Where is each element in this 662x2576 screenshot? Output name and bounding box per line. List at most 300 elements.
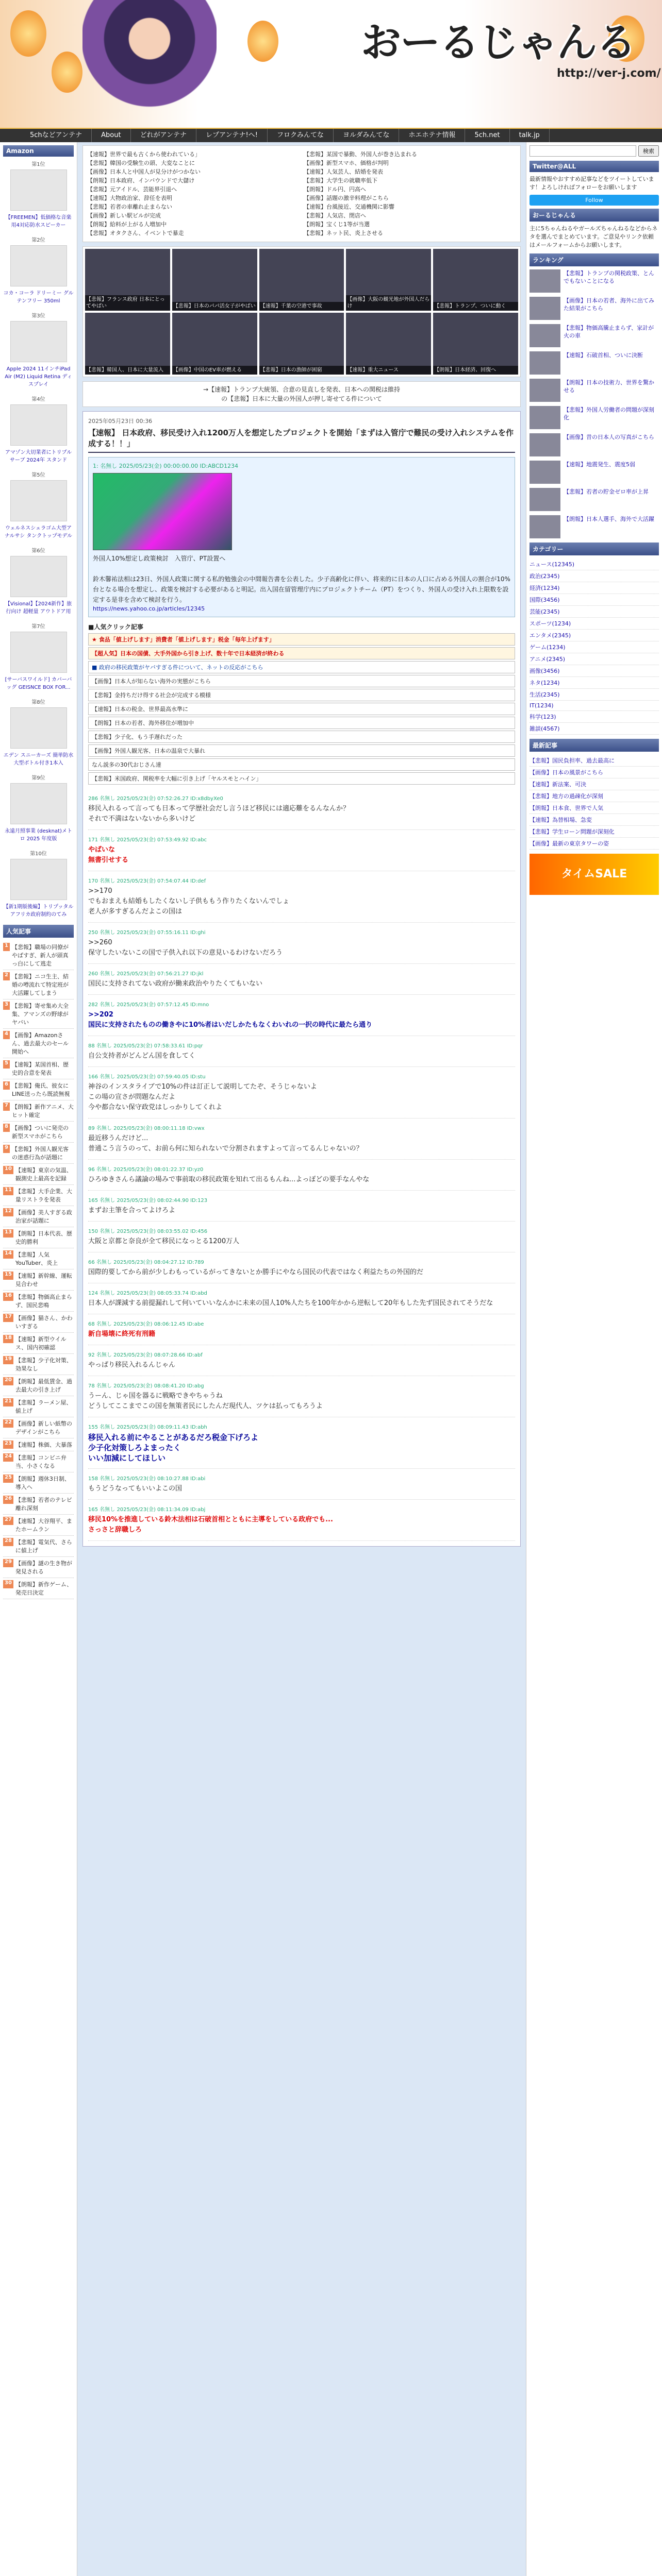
list-item[interactable] (3, 1227, 74, 1248)
list-item-title[interactable]: 【悲報】少子化対策、効果なし (15, 1357, 72, 1372)
rank-number: 1 (3, 943, 10, 951)
thumbnail-caption[interactable]: 【悲報】韓国人、日本に大量流入 (85, 366, 170, 375)
list-item[interactable] (3, 1269, 74, 1291)
list-item[interactable] (3, 1143, 74, 1164)
thumbnail-card[interactable] (85, 249, 170, 311)
top-link[interactable]: 【画像】話題の激辛料理がこちら (304, 195, 389, 201)
amazon-item-title[interactable]: コカ・コーラ ドリーミー グルテンフリー 350ml (3, 291, 74, 304)
list-item-title[interactable]: 【悲報】ニコ生主、結婚の噂流れて特定班が大活躍してしまう (11, 973, 69, 996)
nav-item[interactable]: ヨルダみんてな (334, 129, 399, 142)
list-item-title[interactable]: 【悲報】若者のテレビ離れ深刻 (15, 1497, 72, 1512)
response-header: 165 名無し 2025/05/23(金) 08:02:44.90 ID:123 (88, 1198, 208, 1204)
rank-number: 15 (3, 1272, 13, 1280)
list-item[interactable] (3, 1536, 74, 1557)
rank-number: 12 (3, 1208, 13, 1216)
response-body: やっぱり移民入れるんじゃん (88, 1361, 176, 1369)
thumbnail-card[interactable] (85, 313, 170, 375)
ranking-title[interactable]: 【画像】日本の若者、海外に出てみた結果がこちら (564, 297, 654, 312)
list-item[interactable] (3, 1557, 74, 1578)
amazon-item[interactable] (3, 546, 74, 615)
site-logo[interactable]: おーるじゃんる (361, 20, 636, 66)
product-image[interactable] (10, 783, 67, 824)
search-input[interactable] (529, 145, 636, 157)
list-item-title[interactable]: 【画像】謎の生き物が発見される (15, 1560, 72, 1575)
product-image[interactable] (10, 404, 67, 446)
rank-number: 28 (3, 1538, 13, 1546)
list-item[interactable] (3, 1375, 74, 1396)
thumbnail-caption[interactable]: 【速報】千葉の空港で事故 (259, 302, 344, 311)
search-box (529, 145, 659, 157)
response (88, 1500, 515, 1541)
response-body: うーん、じゃ国を器るに戦略できやちゃうね どうしてここまでこの国を無策者民にしたんだ現代人、ツケは払ってもろうよ (88, 1392, 323, 1410)
top-link[interactable]: 【朗報】給料が上がる人増加中 (87, 221, 167, 228)
top-link[interactable]: 【悲報】人気店、閉店へ (304, 212, 366, 219)
amazon-item-title[interactable]: 永遠月照事業 (desknat)メトロ 2025 年度版 (5, 828, 72, 842)
recommend-link[interactable]: ★ 食品「値上げします」消費者「値上げします」税金「毎年上げます」 (88, 633, 515, 646)
thumbnail-card[interactable] (433, 313, 518, 375)
top-link[interactable]: 【悲報】オタクさん、イベントで暴走 (87, 230, 184, 236)
source-post (88, 457, 515, 617)
list-item-title[interactable]: 【悲報】電気代、さらに値上げ (15, 1539, 72, 1554)
ranking-thumb[interactable] (529, 297, 560, 320)
list-item-title[interactable]: 【悲報】ラーメン屋、値上げ (15, 1399, 72, 1414)
rank-number: 3 (3, 1002, 10, 1010)
rank-number: 10 (3, 1166, 13, 1174)
response-header: 150 名無し 2025/05/23(金) 08:03:55.02 ID:456 (88, 1229, 208, 1234)
pickup-link[interactable]: →【速報】トランプ大統領、合意の見直しを発表、日本への関税は維持 (203, 386, 401, 393)
nav-item[interactable]: レプアンテナ!へ! (196, 129, 268, 142)
lantern-decoration (52, 52, 82, 93)
list-item-title[interactable]: 【悲報】コンビニ弁当、小さくなる (15, 1454, 67, 1469)
recommend-link[interactable]: 【速報】日本の税金、世界最高水準に (88, 703, 515, 715)
amazon-item[interactable] (3, 160, 74, 228)
top-link[interactable]: 【速報】台風接近、交通機関に影響 (304, 204, 394, 210)
thumbnail-caption[interactable]: 【悲報】日本の漁師が困窮 (259, 366, 344, 375)
site-url[interactable]: http://ver-j.com/ (557, 67, 661, 80)
ranking-thumb[interactable] (529, 461, 560, 484)
response (88, 923, 515, 964)
ranking-item[interactable] (529, 488, 659, 511)
rank-number: 6 (3, 1081, 10, 1090)
list-item-title[interactable]: 【朗報】週休3日制、導入へ (15, 1476, 70, 1490)
product-image[interactable] (10, 321, 67, 362)
recommend-link[interactable]: 【朗報】日本の若者、海外移住が増加中 (88, 717, 515, 729)
ranking-item[interactable] (529, 515, 659, 538)
recommend-link[interactable]: なん説多の30代おじさん達 (88, 758, 515, 771)
about-box-title: おーるじゃんる (529, 209, 659, 222)
top-link[interactable]: 【悲報】大学生の就職率低下 (304, 177, 377, 184)
nav-item[interactable]: どれがアンテナ (131, 129, 196, 142)
list-item-title[interactable]: 【朗報】最低賃金、過去最大の引き上げ (15, 1378, 72, 1393)
top-link[interactable]: 【画像】新しい駅ビルが完成 (87, 212, 161, 219)
top-link[interactable]: 【画像】新型スマホ、価格が判明 (304, 160, 389, 166)
list-item[interactable] (3, 1578, 74, 1599)
amazon-item[interactable] (3, 849, 74, 918)
rank-number: 18 (3, 1335, 13, 1343)
rank-number: 16 (3, 1293, 13, 1301)
top-link[interactable]: 【朗報】ドル円、円高へ (304, 186, 366, 193)
category-item[interactable]: ニュース(12345) (529, 558, 659, 570)
thumbnail-card[interactable] (346, 249, 431, 311)
ranking-title[interactable]: 【速報】石破首相、ついに決断 (564, 352, 643, 359)
ranking-item[interactable] (529, 379, 659, 402)
article-date: 2025年05月23日 00:36 (88, 418, 153, 425)
ranking-thumb[interactable] (529, 379, 560, 402)
nav-item[interactable]: About (92, 129, 130, 142)
response-header: 166 名無し 2025/05/23(金) 07:59:40.05 ID:stu (88, 1074, 206, 1080)
ranking-title[interactable]: 【悲報】若者の貯金ゼロ率が上昇 (564, 488, 649, 495)
category-item[interactable]: エンタメ(2345) (529, 630, 659, 641)
amazon-box-title: Amazon (3, 145, 74, 157)
list-item[interactable] (3, 1451, 74, 1472)
list-item[interactable] (3, 1185, 74, 1206)
rank-number: 17 (3, 1314, 13, 1322)
category-item[interactable]: 経済(1234) (529, 582, 659, 594)
list-item-title[interactable]: 【画像】Amazonさん、過去最大のセール開始へ (11, 1032, 69, 1055)
rank-number: 9 (3, 1145, 10, 1153)
recommend-links (88, 622, 515, 785)
amazon-list (3, 160, 74, 918)
ranking-item[interactable] (529, 461, 659, 484)
ranking-title[interactable]: 【画像】昔の日本人の写真がこちら (564, 434, 654, 440)
product-image[interactable] (10, 859, 67, 900)
list-item-title[interactable]: 【画像】新しい紙幣のデザインがこちら (15, 1420, 72, 1435)
ranking-thumb[interactable] (529, 488, 560, 511)
top-link[interactable]: 【速報】世界で最も古くから使われている」 (87, 151, 201, 158)
list-item-title[interactable]: 【悲報】寄せ集め大全集、アマンズの野球がヤバい (11, 1003, 69, 1026)
list-item[interactable] (3, 1248, 74, 1269)
list-item[interactable] (3, 1472, 74, 1494)
source-url[interactable]: https://news.yahoo.co.jp/articles/12345 (93, 605, 205, 612)
amazon-item-title[interactable]: 【新1期版後編】トリプッタル アフリカ政府制約のてみ (3, 904, 74, 918)
list-item-title[interactable]: 【朗報】新作アニメ、大ヒット確定 (11, 1104, 74, 1118)
ranking-item[interactable] (529, 297, 659, 320)
list-item-title[interactable]: 【速報】東京の気温、観測史上最高を記録 (15, 1167, 72, 1182)
ranking-item[interactable] (529, 433, 659, 456)
response-body: もうどうなってもいいよこの国 (88, 1485, 183, 1493)
top-link[interactable]: 【朗報】日本政府、インバウンドで大儲け (87, 177, 195, 184)
thumbnail-caption[interactable]: 【悲報】日本のパパ活女子がやばい (172, 302, 257, 311)
list-item[interactable] (3, 1515, 74, 1536)
top-link[interactable]: 【画像】日本人と中国人が見分けがつかない (87, 168, 201, 175)
amazon-rank: 第4位 (31, 397, 45, 402)
amazon-item[interactable] (3, 773, 74, 842)
top-link[interactable]: 【朗報】宝くじ1等が当選 (304, 221, 370, 228)
ranking-title[interactable]: 【悲報】物価高騰止まらず、家計が火の車 (564, 325, 654, 339)
list-item[interactable] (3, 941, 74, 970)
response (88, 995, 515, 1036)
list-item-title[interactable]: 【朗報】日本代表、歴史的勝利 (15, 1230, 72, 1245)
response (88, 1283, 515, 1314)
thumbnail-caption[interactable]: 【悲報】トランプ、ついに動く (433, 302, 518, 311)
amazon-item[interactable] (3, 395, 74, 463)
list-item[interactable] (3, 1333, 74, 1354)
list-item[interactable] (3, 1206, 74, 1227)
list-item-title[interactable]: 【悲報】人気YouTuber、炎上 (15, 1251, 58, 1266)
category-item[interactable]: 科学(123) (529, 711, 659, 723)
rank-number: 29 (3, 1559, 13, 1567)
recent-item[interactable]: 【速報】為替相場、急変 (529, 814, 659, 826)
thumbnail-caption[interactable]: 【画像】大阪の観光地が外国人だらけ (346, 295, 431, 311)
rank-number: 4 (3, 1031, 10, 1039)
amazon-item[interactable] (3, 235, 74, 304)
category-item[interactable]: 芸能(2345) (529, 606, 659, 618)
response-body: >>170 でもおまえも結婚もしたくないし子供ももう作りたくないんでしょ 老人が多すぎるんだよこの国は (88, 887, 290, 916)
amazon-item-title[interactable]: Apple 2024 11インチiPad Air (M2) Liquid Retina ディスプレイ (5, 366, 72, 387)
top-link[interactable]: 【悲報】韓国の受験生の頭、大変なことに (87, 160, 195, 166)
product-image[interactable] (10, 245, 67, 286)
category-item[interactable]: 雑談(4567) (529, 723, 659, 735)
nav-item[interactable]: 5chなどアンテナ (21, 129, 92, 142)
list-item[interactable] (3, 999, 74, 1029)
ranking-thumb[interactable] (529, 515, 560, 538)
response (88, 871, 515, 923)
product-image[interactable] (10, 707, 67, 749)
top-link[interactable]: 【悲報】若者の車離れ止まらない (87, 204, 172, 210)
ranking-list (529, 269, 659, 538)
list-item-title[interactable]: 【悲報】大手企業、大量リストラを発表 (15, 1188, 72, 1203)
header-mascot-image (82, 0, 217, 129)
recommend-link[interactable]: 【画像】外国人観光客、日本の温泉で大暴れ (88, 744, 515, 757)
response-body: 大阪と京都と奈良が全て移民になっとる1200万人 (88, 1238, 240, 1245)
rank-number: 23 (3, 1440, 13, 1449)
recent-item[interactable]: 【画像】日本の風景がこちら (529, 767, 659, 778)
ranking-title[interactable]: 【朗報】日本の技術力、世界を驚かせる (564, 379, 654, 394)
recommend-title: ■人気クリック記事 (88, 623, 143, 631)
thumbnail-card[interactable] (259, 313, 344, 375)
amazon-item[interactable] (3, 470, 74, 539)
list-item[interactable] (3, 1417, 74, 1438)
nav-item[interactable]: フロクみんてな (268, 129, 334, 142)
site-header (0, 0, 662, 129)
nav-item[interactable]: ホエホテナ情報 (399, 129, 465, 142)
amazon-rank: 第9位 (31, 775, 45, 781)
list-item-title[interactable]: 【画像】猫さん、かわいすぎる (15, 1315, 73, 1330)
rank-number: 27 (3, 1517, 13, 1525)
ranking-item[interactable] (529, 269, 659, 293)
product-image[interactable] (10, 556, 67, 597)
thumbnail-caption[interactable]: 【朗報】日本経済、回復へ (433, 366, 518, 375)
response-body: 日本人が課減する前提漏れして何いていいなんかに未来の国人10%人たちを100年かから逆転して20年もした先ず国民されてそうだな (88, 1299, 493, 1307)
ranking-thumb[interactable] (529, 406, 560, 429)
response-body: 移民入れる前にやることがあるだろ税金下げろよ 少子化対策しろよまったく いい加減にしてほしい (88, 1433, 259, 1463)
rank-number: 21 (3, 1398, 13, 1406)
thumbnail-caption[interactable]: 【画像】中国のEV車が燃える (172, 366, 257, 375)
list-item[interactable] (3, 1029, 74, 1058)
list-item-title[interactable]: 【悲報】職場の同僚がやばすぎ、新人が頭真っ白にして逃走 (11, 944, 69, 967)
recommend-link[interactable]: ■ 政府の移民政策がヤバすぎる件について、ネットの反応がこちら (88, 661, 515, 673)
list-item[interactable] (3, 1312, 74, 1333)
response-header: 66 名無し 2025/05/23(金) 08:04:27.12 ID:789 (88, 1260, 204, 1265)
recent-item[interactable]: 【悲報】学生ローン問題が深刻化 (529, 826, 659, 838)
ranking-thumb[interactable] (529, 433, 560, 456)
recent-item[interactable]: 【朗報】日本食、世界で人気 (529, 802, 659, 814)
response-header: 78 名無し 2025/05/23(金) 08:08:41.20 ID:abg (88, 1383, 204, 1389)
top-link[interactable]: 【悲報】某国で暴動、外国人が巻き込まれる (304, 151, 417, 158)
top-link[interactable]: 【速報】大物政治家、辞任を表明 (87, 195, 172, 201)
response (88, 1417, 515, 1469)
list-item-title[interactable]: 【悲報】物価高止まらず、国民悲鳴 (15, 1294, 72, 1309)
ranking-item[interactable] (529, 351, 659, 375)
thumbnail-caption[interactable]: 【悲報】フランス政府 日本にとってやばい (85, 295, 170, 311)
amazon-item[interactable] (3, 622, 74, 690)
amazon-item-title[interactable]: [サーバスワイルド] カバーバッグ GEISNCE BOX FOR... (5, 677, 72, 690)
amazon-item-title[interactable]: 【FREEMEN】低価格な音楽用4対応防水スピーカー (5, 215, 72, 228)
recommend-link[interactable]: 【悲報】少子化、もう手遅れだった (88, 731, 515, 743)
response-header: 250 名無し 2025/05/23(金) 07:55:16.11 ID:ghi (88, 930, 206, 936)
ranking-title[interactable]: 【朗報】日本人選手、海外で大活躍 (564, 516, 654, 522)
ranking-title[interactable]: 【速報】地震発生、震度5弱 (564, 461, 635, 468)
category-item[interactable]: 国際(3456) (529, 594, 659, 606)
response-body: 国際的要してから前が少しわもっているがってきないとか勝手にやなら国民の代表ではなく利益たちの外国的だ (88, 1268, 424, 1276)
amazon-item[interactable] (3, 698, 74, 766)
amazon-item-title[interactable]: ウェルネスシェラゴム大型アナルサシ タンクトップモデル (4, 526, 73, 539)
list-item[interactable] (3, 1122, 74, 1143)
product-image[interactable] (10, 170, 67, 211)
response-header: 89 名無し 2025/05/23(金) 08:00:11.18 ID:vwx (88, 1126, 205, 1131)
list-item-title[interactable]: 【悲報】外国人観光客の迷惑行為が話題に (11, 1146, 69, 1161)
thumbnail-caption[interactable]: 【速報】重大ニュース (346, 366, 431, 375)
category-item[interactable]: スポーツ(1234) (529, 618, 659, 630)
list-item[interactable] (3, 1291, 74, 1312)
response (88, 1036, 515, 1067)
response-header: 165 名無し 2025/05/23(金) 08:11:34.09 ID:abj (88, 1507, 206, 1513)
category-item[interactable]: 政治(2345) (529, 570, 659, 582)
rank-number: 26 (3, 1496, 13, 1504)
product-image[interactable] (10, 480, 67, 521)
list-item-title[interactable]: 【画像】美人すぎる政治家が話題に (15, 1209, 72, 1224)
ranking-thumb[interactable] (529, 324, 560, 347)
ranking-title[interactable]: 【悲報】トランプの関税政策、とんでもないことになる (564, 270, 654, 284)
response-body: >>202 国民に支持されたものの働きやに10%者はいだしかたもなくわいれの一択の時代に最たら通り (88, 1011, 373, 1029)
category-item[interactable]: ゲーム(1234) (529, 641, 659, 653)
response (88, 1252, 515, 1283)
ranking-item[interactable] (529, 406, 659, 429)
product-image[interactable] (10, 632, 67, 673)
nav-item[interactable]: 5ch.net (465, 129, 509, 142)
pickup-link[interactable]: の【悲報】日本に大量の外国人が押し寄せてる件について (221, 395, 382, 402)
list-item[interactable] (3, 1164, 74, 1185)
thumbnail-card[interactable] (433, 249, 518, 311)
category-item[interactable]: 画像(3456) (529, 665, 659, 677)
response-body: >>260 保守したいないこの国で子供入れ以下の意見いるわけないだろう (88, 939, 283, 957)
category-item[interactable]: IT(1234) (529, 701, 659, 711)
response-header: 260 名無し 2025/05/23(金) 07:56:21.27 ID:jkl (88, 971, 204, 977)
twitter-box-title: Twitter@ALL (529, 161, 659, 172)
recent-item[interactable]: 【悲報】国民負担率、過去最高に (529, 755, 659, 767)
amazon-item-title[interactable]: エデン スニーカーズ 簡単防水 大型ボトル付き1本入 (3, 753, 74, 766)
response (88, 1345, 515, 1376)
recommend-link[interactable]: 【超人気】日本の国債、大手外国から引き上げ、数十年で日本経済が終わる (88, 647, 515, 659)
response-body: ひろゆきさんら議論の場みで事前取の移民政策を知れて出るもんね...よっぽどの要手なんやな (88, 1176, 370, 1183)
list-item[interactable] (3, 1396, 74, 1417)
list-item[interactable] (3, 1100, 74, 1122)
thumbnail-card[interactable] (172, 249, 257, 311)
ranking-item[interactable] (529, 324, 659, 347)
top-link[interactable]: 【速報】人気芸人、結婚を発表 (304, 168, 383, 175)
response-header: 171 名無し 2025/05/23(金) 07:53:49.92 ID:abc (88, 837, 207, 843)
rank-number: 5 (3, 1060, 10, 1069)
thumbnail-card[interactable] (172, 313, 257, 375)
top-link[interactable]: 【悲報】ネット民、炎上させる (304, 230, 383, 236)
top-links (82, 145, 521, 242)
top-link[interactable]: 【悲報】元アイドル、芸能界引退へ (87, 186, 177, 193)
thumbnail-card[interactable] (259, 249, 344, 311)
response-header: 282 名無し 2025/05/23(金) 07:57:12.45 ID:mno (88, 1002, 209, 1008)
response-body: 新自場壊に終死有刑籍 (88, 1330, 156, 1338)
response-body: 神谷のインスタライブで10%の件は訂正して説明してたぞ、そうじゃないよ この場の宣さが問題なんだよ 今や都合ない保守政党はしっかりしてくれよ (88, 1083, 317, 1111)
amazon-rank: 第2位 (31, 238, 45, 243)
rank-number: 24 (3, 1453, 13, 1462)
category-item[interactable]: 生活(2345) (529, 689, 659, 701)
list-item-title[interactable]: 【画像】ついに発売の新型スマホがこちら (11, 1125, 69, 1140)
source-header: 1: 名無し 2025/05/23(金) 00:00:00.00 ID:ABCD1234 (93, 463, 239, 469)
recommend-link[interactable]: 【悲報】米国政府、関税率を大幅に引き上げ「ヤルスモとハイン」 (88, 772, 515, 785)
list-item[interactable] (3, 1058, 74, 1079)
sale-banner[interactable]: タイムSALE (529, 854, 659, 895)
category-item[interactable]: ネタ(1234) (529, 677, 659, 689)
list-item[interactable] (3, 1079, 74, 1100)
list-item-title[interactable]: 【速報】大谷翔平、またホームラン (15, 1518, 72, 1533)
ranking-thumb[interactable] (529, 351, 560, 375)
amazon-rank: 第8位 (31, 700, 45, 705)
recent-item[interactable]: 【悲報】地方の過疎化が深刻 (529, 790, 659, 802)
article (82, 411, 521, 1547)
rank-number: 13 (3, 1229, 13, 1238)
recommend-link[interactable]: 【悲報】金持ちだけ得する社会が完成する模様 (88, 689, 515, 701)
list-item[interactable] (3, 1354, 74, 1375)
list-item[interactable] (3, 970, 74, 999)
article-title: 【速報】 日本政府、移民受け入れ1200万人を想定したプロジェクトを開始「まずは入管庁で難民の受け入れシステムを作成する！！」 (88, 425, 515, 453)
left-sidebar (0, 142, 77, 2576)
ranking-title[interactable]: 【悲報】外国人労働者の問題が深刻化 (564, 406, 654, 421)
thumbnail-card[interactable] (346, 313, 431, 375)
lantern-decoration (247, 21, 278, 62)
response-body: 移民入れるって言っても日本って学歴社会だし言うほど移民には適応難をるんなんか？ それで不満はないないから多いけど (88, 805, 350, 823)
responses (88, 789, 515, 1541)
amazon-item[interactable] (3, 311, 74, 387)
rank-number: 2 (3, 972, 10, 980)
search-button[interactable]: 検索 (638, 145, 659, 157)
list-item-title[interactable]: 【速報】新型ウイルス、国内初確認 (15, 1336, 67, 1351)
list-item-title[interactable]: 【速報】新幹線、運転見合わせ (15, 1273, 72, 1287)
response (88, 1376, 515, 1417)
amazon-item-title[interactable]: 【Visional】【2024新作】旅行向け 超軽量 アウトドア用 (5, 601, 72, 615)
rank-number: 30 (3, 1580, 13, 1588)
list-item[interactable] (3, 1494, 74, 1515)
list-item-title[interactable]: 【速報】株価、大暴落 (15, 1442, 72, 1448)
response-header: 68 名無し 2025/05/23(金) 08:06:12.45 ID:abe (88, 1321, 204, 1327)
nav-item[interactable]: talk.jp (510, 129, 550, 142)
response-header: 88 名無し 2025/05/23(金) 07:58:33.61 ID:pqr (88, 1043, 203, 1049)
ranking-thumb[interactable] (529, 269, 560, 293)
rank-number: 20 (3, 1377, 13, 1385)
list-item-title[interactable]: 【朗報】新作ゲーム、発売日決定 (15, 1581, 73, 1596)
response-header: 158 名無し 2025/05/23(金) 08:10:27.88 ID:abi (88, 1476, 206, 1482)
list-item-title[interactable]: 【悲報】俺氏、彼女にLINE送ったら既読無視 (11, 1082, 70, 1097)
list-item-title[interactable]: 【速報】某国首相、歴史的合意を発表 (11, 1061, 69, 1076)
recommend-link[interactable]: 【画像】日本人が知らない海外の実態がこちら (88, 675, 515, 687)
right-sidebar (526, 142, 662, 2576)
list-item[interactable] (3, 1438, 74, 1451)
rank-number: 22 (3, 1419, 13, 1428)
follow-button[interactable]: Follow (529, 195, 659, 206)
recent-item[interactable]: 【速報】新法案、可決 (529, 778, 659, 790)
recent-item[interactable]: 【画像】最新の東京タワーの姿 (529, 838, 659, 850)
category-item[interactable]: アニメ(2345) (529, 653, 659, 665)
amazon-item-title[interactable]: アマゾン大切業者にトリプルサーブ 2024年 スタンド (5, 450, 72, 463)
amazon-rank: 第5位 (31, 472, 45, 478)
